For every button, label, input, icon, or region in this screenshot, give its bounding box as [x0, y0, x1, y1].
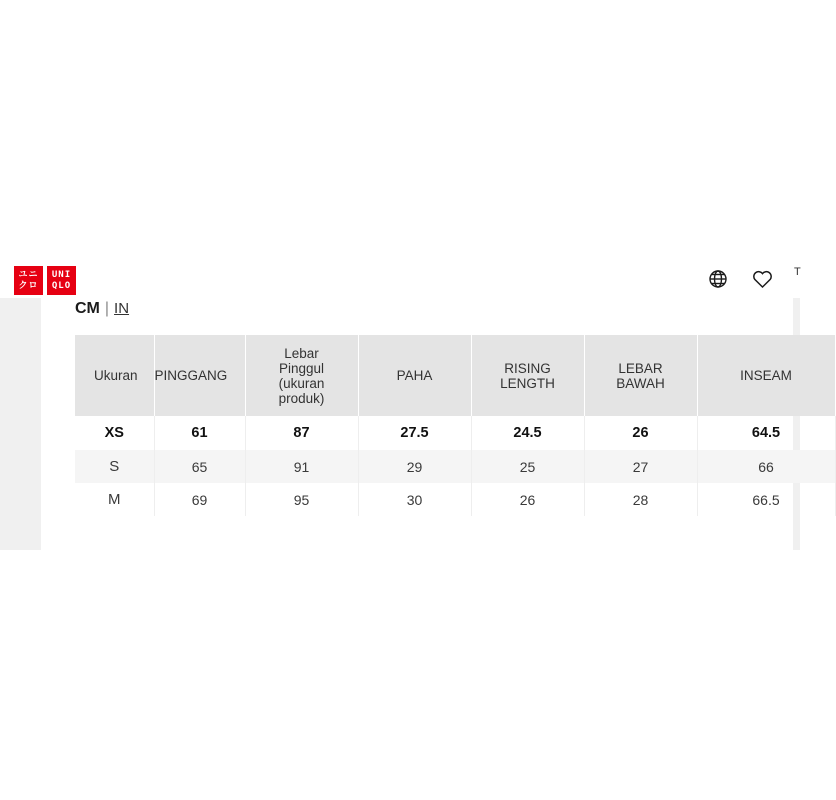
globe-icon[interactable]	[708, 269, 728, 289]
table-cell: 91	[245, 450, 358, 483]
table-cell: 27.5	[358, 416, 471, 450]
table-cell: 25	[471, 450, 584, 483]
table-cell: 30	[358, 483, 471, 516]
logo-latin-block	[47, 266, 76, 295]
size-table	[75, 335, 836, 516]
header-waist: PINGGANG	[154, 335, 245, 416]
logo-text-line: クロ	[18, 280, 39, 291]
table-header-row	[75, 335, 835, 416]
header-bar	[0, 262, 800, 298]
size-cell: S	[75, 450, 154, 483]
uniqlo-logo[interactable]	[14, 266, 76, 295]
table-cell: 61	[154, 416, 245, 450]
unit-toggle	[75, 300, 129, 318]
unit-in-option[interactable]: IN	[114, 300, 130, 317]
unit-separator: |	[104, 300, 110, 317]
table-cell: 24.5	[471, 416, 584, 450]
table-cell: 28	[584, 483, 697, 516]
logo-text-line: UNI	[51, 269, 72, 280]
table-row	[75, 450, 835, 483]
table-row	[75, 483, 835, 516]
table-cell: 29	[358, 450, 471, 483]
table-cell: 95	[245, 483, 358, 516]
table-cell: 26	[584, 416, 697, 450]
logo-text-line: QLO	[51, 280, 72, 291]
table-cell: 26	[471, 483, 584, 516]
header-thigh: PAHA	[358, 335, 471, 416]
header-rise	[471, 335, 584, 416]
header-rise-label: RISING LENGTH	[500, 360, 555, 391]
header-hem-width-label: LEBAR BAWAH	[616, 360, 665, 391]
size-table-container[interactable]	[75, 335, 792, 520]
logo-katakana-block	[14, 266, 43, 295]
table-cell: 27	[584, 450, 697, 483]
header-inseam: INSEAM	[697, 335, 835, 416]
header-cutoff-text: T	[794, 266, 801, 278]
table-cell: 66	[697, 450, 835, 483]
header-hip-width	[245, 335, 358, 416]
table-cell: 87	[245, 416, 358, 450]
size-cell: XS	[75, 416, 154, 450]
logo-text-line: ユニ	[18, 269, 39, 280]
table-cell: 65	[154, 450, 245, 483]
unit-cm-option[interactable]: CM	[75, 300, 100, 317]
header-hip-width-label: Lebar Pinggul (ukuran produk)	[278, 345, 325, 406]
header-hem-width	[584, 335, 697, 416]
table-cell: 64.5	[697, 416, 835, 450]
header-size: Ukuran	[75, 335, 154, 416]
heart-icon[interactable]	[752, 270, 773, 289]
size-cell: M	[75, 483, 154, 516]
table-row	[75, 416, 835, 450]
table-cell: 66.5	[697, 483, 835, 516]
table-cell: 69	[154, 483, 245, 516]
header-actions	[708, 269, 773, 289]
